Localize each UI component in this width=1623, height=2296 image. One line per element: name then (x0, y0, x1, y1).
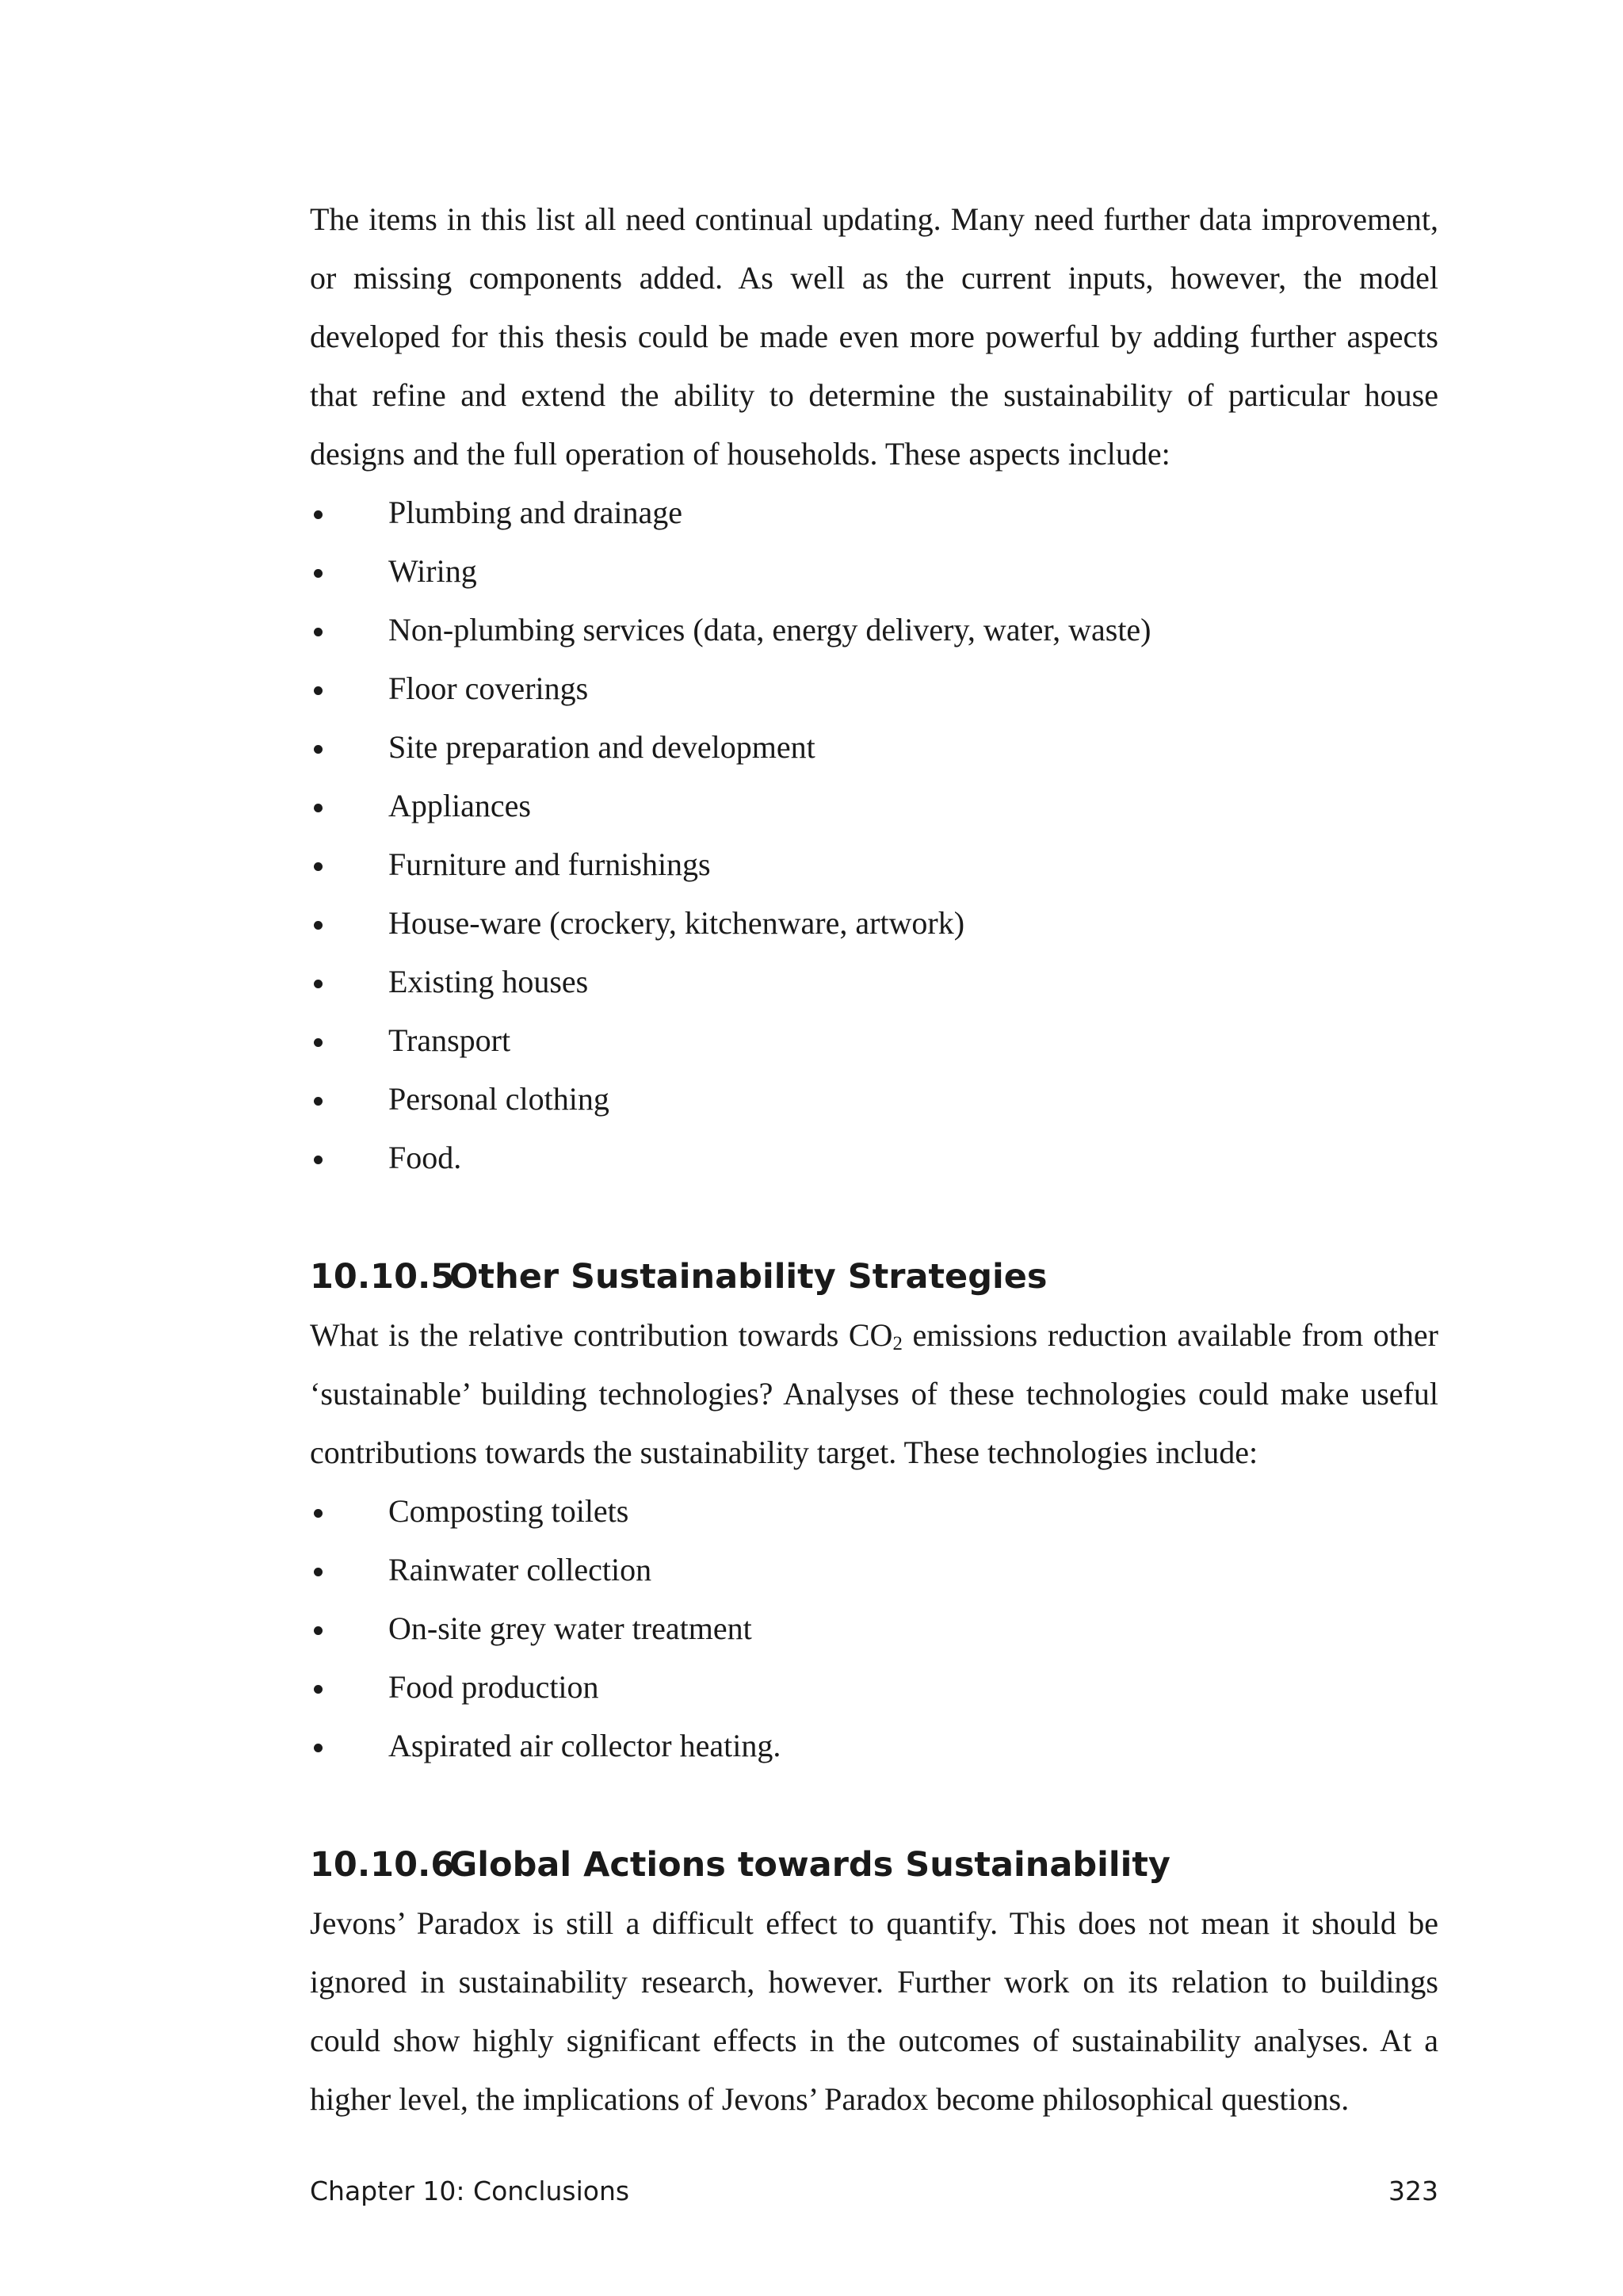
section-title: Other Sustainability Strategies (449, 1257, 1048, 1297)
page-content (310, 190, 1438, 2129)
bullet-icon (314, 569, 323, 578)
bullet-icon (314, 862, 323, 871)
list-item-text: Appliances (388, 788, 531, 823)
aspects-list (310, 483, 1438, 1187)
bullet-icon (314, 1097, 323, 1106)
list-item-text: Composting toilets (388, 1493, 629, 1529)
list-item (310, 1129, 1438, 1187)
list-item-text: Transport (388, 1022, 511, 1058)
list-item-text: Aspirated air collector heating. (388, 1728, 781, 1763)
list-item-text: Food. (388, 1140, 462, 1175)
section-10-10-5-paragraph (310, 1306, 1438, 1482)
list-item-text: On-site grey water treatment (388, 1610, 752, 1646)
list-item-text: Rainwater collection (388, 1552, 652, 1587)
section-heading-10-10-6 (310, 1836, 1438, 1894)
bullet-icon (314, 628, 323, 636)
co2-subscript: 2 (892, 1332, 903, 1354)
list-item (310, 1717, 1438, 1775)
list-item (310, 542, 1438, 601)
bullet-icon (314, 1744, 323, 1752)
intro-paragraph: The items in this list all need continual updating. Many need further data improvement, or missing components added. As well as the current inputs, however, the model developed for this thesis could be made even more powerful by adding further aspects that refine and extend the ability to determine the sustainability of particular house designs and the full operation of households. These aspects include: (310, 201, 1438, 472)
list-item (310, 1599, 1438, 1658)
bullet-icon (314, 1685, 323, 1694)
list-item-text: Existing houses (388, 964, 589, 999)
bullet-icon (314, 1509, 323, 1518)
list-item-text: Furniture and furnishings (388, 846, 711, 882)
bullet-icon (314, 980, 323, 988)
paragraph-text: emissions reduction available from other ‘sustainable’ building technologies? Analyses of these technologies could make useful contributions towards the sustainability target. These technologies include: (310, 1317, 1438, 1470)
list-item (310, 601, 1438, 659)
list-item-text: House-ware (crockery, kitchenware, artwork) (388, 905, 965, 941)
bullet-icon (314, 1156, 323, 1164)
list-item-text: Wiring (388, 553, 477, 589)
list-item-text: Plumbing and drainage (388, 495, 683, 530)
bullet-icon (314, 921, 323, 930)
bullet-icon (314, 804, 323, 812)
section-title: Global Actions towards Sustainability (449, 1845, 1170, 1885)
list-item (310, 894, 1438, 953)
page-footer (310, 2176, 1438, 2206)
list-item-text: Non-plumbing services (data, energy delivery, water, waste) (388, 612, 1151, 648)
list-item-text: Site preparation and development (388, 729, 815, 765)
list-item-text: Floor coverings (388, 670, 589, 706)
list-item (310, 835, 1438, 894)
list-item (310, 1011, 1438, 1070)
list-item (310, 718, 1438, 777)
list-item (310, 1070, 1438, 1129)
list-item (310, 953, 1438, 1011)
section-heading-10-10-5 (310, 1247, 1438, 1306)
bullet-icon (314, 1626, 323, 1635)
spacer (310, 1187, 1438, 1247)
paragraph-text: What is the relative contribution towards CO (310, 1317, 893, 1353)
bullet-icon (314, 510, 323, 519)
list-item (310, 659, 1438, 718)
list-item (310, 1658, 1438, 1717)
bullet-icon (314, 1038, 323, 1047)
bullet-icon (314, 1568, 323, 1576)
section-10-10-6-paragraph: Jevons’ Paradox is still a difficult effect to quantify. This does not mean it should be ignored in sustainability research, however. Further work on its relation to buildings could show highly significant effects in the outcomes of sustainability analyses. At a higher level, the implications of Jevons’ Paradox become philosophical questions. (310, 1905, 1438, 2117)
list-item-text: Personal clothing (388, 1081, 609, 1117)
footer-page-number: 323 (1388, 2176, 1438, 2206)
technologies-list (310, 1482, 1438, 1775)
list-item (310, 483, 1438, 542)
list-item (310, 1541, 1438, 1599)
list-item (310, 777, 1438, 835)
footer-chapter: Chapter 10: Conclusions (310, 2176, 630, 2206)
list-item (310, 1482, 1438, 1541)
section-number: 10.10.6 (310, 1845, 455, 1885)
section-number: 10.10.5 (310, 1257, 455, 1297)
bullet-icon (314, 686, 323, 695)
spacer (310, 1775, 1438, 1836)
bullet-icon (314, 745, 323, 754)
list-item-text: Food production (388, 1669, 599, 1705)
